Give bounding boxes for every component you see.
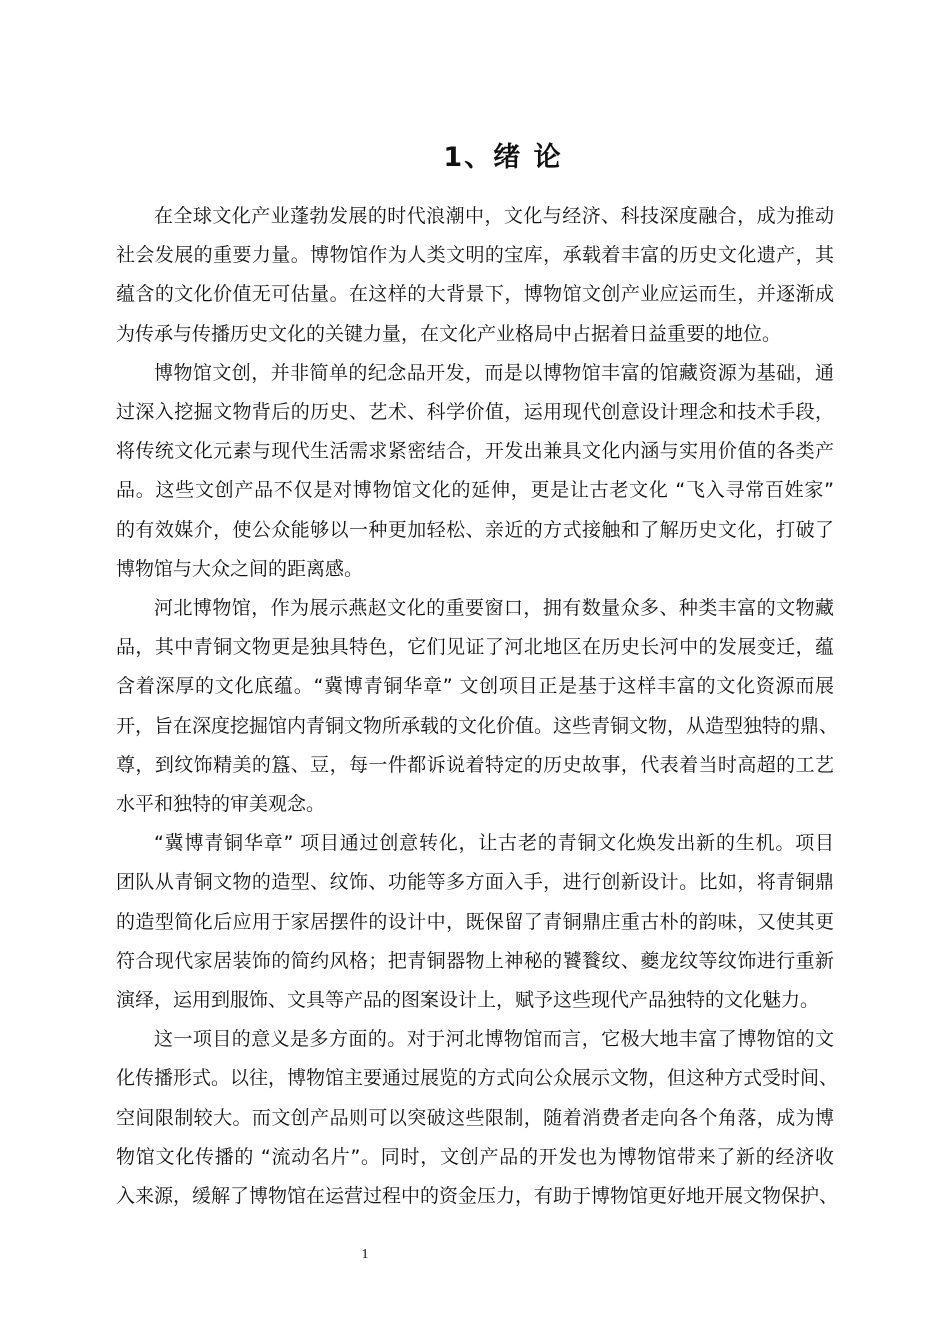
paragraph-3-line: 河北博物馆，作为展示燕赵文化的重要窗口，拥有数量众多、种类丰富的文物藏 bbox=[154, 597, 834, 619]
paragraph-5-line: 化传播形式。以往，博物馆主要通过展览的方式向公众展示文物，但这种方式受时间、 bbox=[116, 1067, 839, 1090]
paragraph-4-line: 团队从青铜文物的造型、纹饰、功能等多方面入手，进行创新设计。比如，将青铜鼎 bbox=[116, 871, 834, 894]
paragraph-2-line: 将传统文化元素与现代生活需求紧密结合，开发出兼具文化内涵与实用价值的各类产 bbox=[116, 440, 834, 463]
paragraph-2-line: 的有效媒介，使公众能够以一种更加轻松、亲近的方式接触和了解历史文化，打破了 bbox=[116, 518, 834, 541]
paragraph-3-line: 品，其中青铜文物更是独具特色，它们见证了河北地区在历史长河中的发展变迁，蕴 bbox=[116, 636, 834, 659]
paragraph-1-line: 社会发展的重要力量。博物馆作为人类文明的宝库，承载着丰富的历史文化遗产，其 bbox=[116, 244, 834, 267]
page-number: 1 bbox=[361, 1247, 369, 1262]
paragraph-3-line: 水平和独特的审美观念。 bbox=[116, 793, 326, 815]
chapter-title: 1、绪 论 bbox=[443, 142, 563, 173]
paragraph-5-line: 入来源，缓解了博物馆在运营过程中的资金压力，有助于博物馆更好地开展文物保护、 bbox=[116, 1185, 839, 1207]
paragraph-3-line: 开，旨在深度挖掘馆内青铜文物所承载的文化价值。这些青铜文物，从造型独特的鼎、 bbox=[116, 714, 839, 737]
paragraph-2-line: 过深入挖掘文物背后的历史、艺术、科学价值，运用现代创意设计理念和技术手段， bbox=[116, 401, 834, 423]
paragraph-3-line: 含着深厚的文化底蕴。“冀博青铜华章” 文创项目正是基于这样丰富的文化资源而展 bbox=[116, 675, 834, 698]
paragraph-5-line: 这一项目的意义是多方面的。对于河北博物馆而言，它极大地丰富了博物馆的文 bbox=[154, 1028, 834, 1051]
paragraph-5-line: 物馆文化传播的 “流动名片”。同时，文创产品的开发也为博物馆带来了新的经济收 bbox=[116, 1145, 834, 1168]
paragraph-2-line: 博物馆与大众之间的距离感。 bbox=[116, 557, 364, 580]
paragraph-2-line: 博物馆文创，并非简单的纪念品开发，而是以博物馆丰富的馆藏资源为基础，通 bbox=[154, 361, 834, 384]
paragraph-4-line: 的造型简化后应用于家居摆件的设计中，既保留了青铜鼎庄重古朴的韵味，又使其更 bbox=[116, 910, 834, 933]
paragraph-4-line: 符合现代家居装饰的简约风格；把青铜器物上神秘的饕餮纹、夔龙纹等纹饰进行重新 bbox=[116, 949, 834, 972]
paragraph-5-line: 空间限制较大。而文创产品则可以突破这些限制，随着消费者走向各个角落，成为博 bbox=[116, 1106, 834, 1129]
paragraph-1-line: 为传承与传播历史文化的关键力量，在文化产业格局中占据着日益重要的地位。 bbox=[116, 322, 782, 345]
paragraph-4-line: 演绎，运用到服饰、文具等产品的图案设计上，赋予这些现代产品独特的文化魅力。 bbox=[116, 989, 820, 1011]
paragraph-4-line: “冀博青铜华章” 项目通过创意转化，让古老的青铜文化焕发出新的生机。项目 bbox=[154, 832, 834, 855]
paragraph-1-line: 在全球文化产业蓬勃发展的时代浪潮中，文化与经济、科技深度融合，成为推动 bbox=[154, 205, 834, 227]
paragraph-1-line: 蕴含的文化价值无可估量。在这样的大背景下，博物馆文创产业应运而生，并逐渐成 bbox=[116, 283, 834, 306]
paragraph-3-line: 尊，到纹饰精美的簋、豆，每一件都诉说着特定的历史故事，代表着当时高超的工艺 bbox=[116, 753, 834, 776]
paragraph-2-line: 品。这些文创产品不仅是对博物馆文化的延伸，更是让古老文化 “飞入寻常百姓家” bbox=[116, 479, 834, 502]
